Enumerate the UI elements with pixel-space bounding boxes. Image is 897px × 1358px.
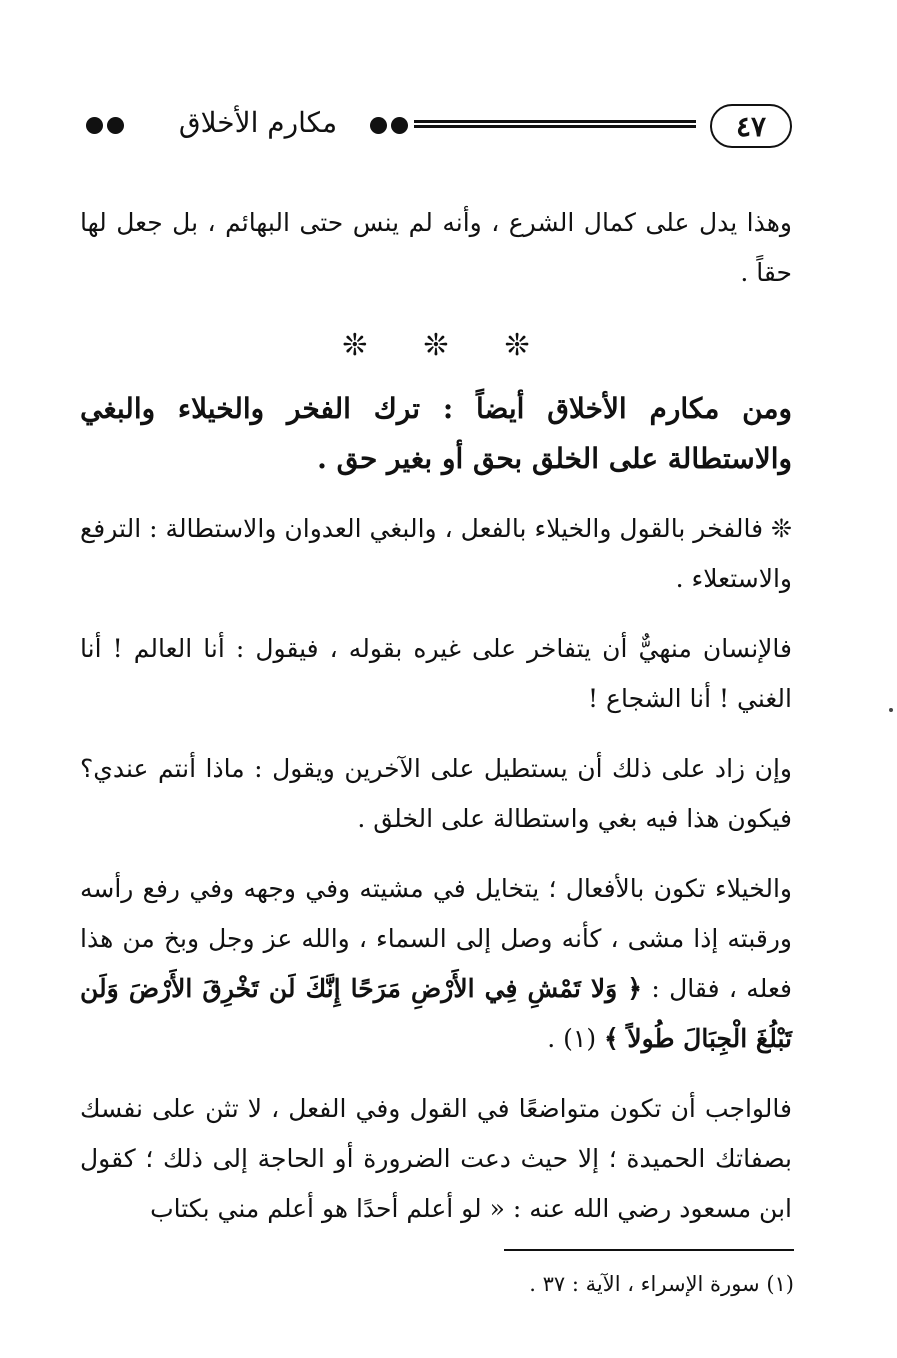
footnote-reference: (١) .	[547, 1024, 605, 1053]
footnote: (١) سورة الإسراء ، الآية : ٣٧ .	[529, 1272, 794, 1296]
footnote-divider	[504, 1249, 794, 1251]
quran-verse: ﴿ وَلا تَمْشِ فِي الأَرْضِ مَرَحًا إِنَّكَ لَن تَخْرِقَ الأَرْضَ وَلَن تَبْلُغَ الْجِبَالَ طُولاً ﴾	[80, 974, 792, 1053]
header-double-rule	[414, 120, 696, 134]
header-dots-right	[370, 117, 408, 134]
section-heading: ومن مكارم الأخلاق أيضاً : ترك الفخر والخيلاء والبغي والاستطالة على الخلق بحق أو بغير حق .	[80, 392, 792, 475]
page-header	[80, 100, 792, 160]
header-dots-left	[86, 117, 124, 134]
page-number: ٤٧	[710, 104, 792, 148]
paragraph-2: ❊ فالفخر بالقول والخيلاء بالفعل ، والبغي العدوان والاستطالة : الترفع والاستعلاء .	[80, 514, 792, 593]
running-title: مكارم الأخلاق	[178, 106, 338, 139]
paragraph-5	[80, 864, 792, 1064]
paragraph-6: فالواجب أن تكون متواضعًا في القول وفي الفعل ، لا تثن على نفسك بصفاتك الحميدة ؛ إلا حيث دعت الضرورة أو الحاجة إلى ذلك ؛ كقول ابن مسعود رضي الله عنه : « لو أعلم أحدًا هو أعلم مني بكتاب	[80, 1094, 792, 1223]
margin-speck	[889, 708, 893, 712]
paragraph-4: وإن زاد على ذلك أن يستطيل على الآخرين ويقول : ماذا أنتم عندي؟ فيكون هذا فيه بغي واستطالة على الخلق .	[80, 754, 792, 833]
page-content	[80, 198, 792, 1234]
paragraph-5-text: والخيلاء تكون بالأفعال ؛ يتخايل في مشيته وفي وجهه وفي رفع رأسه ورقبته إذا مشى ، كأنه وصل إلى السماء ، والله عز وجل وبخ من هذا فعله ، فقال :	[80, 874, 792, 1003]
section-separator: ❊❊❊	[342, 328, 586, 363]
paragraph-1: وهذا يدل على كمال الشرع ، وأنه لم ينس حتى البهائم ، بل جعل لها حقاً .	[80, 208, 792, 287]
paragraph-3: فالإنسان منهيٌّ أن يتفاخر على غيره بقوله ، فيقول : أنا العالم ! أنا الغني ! أنا الشجاع !	[80, 634, 792, 713]
